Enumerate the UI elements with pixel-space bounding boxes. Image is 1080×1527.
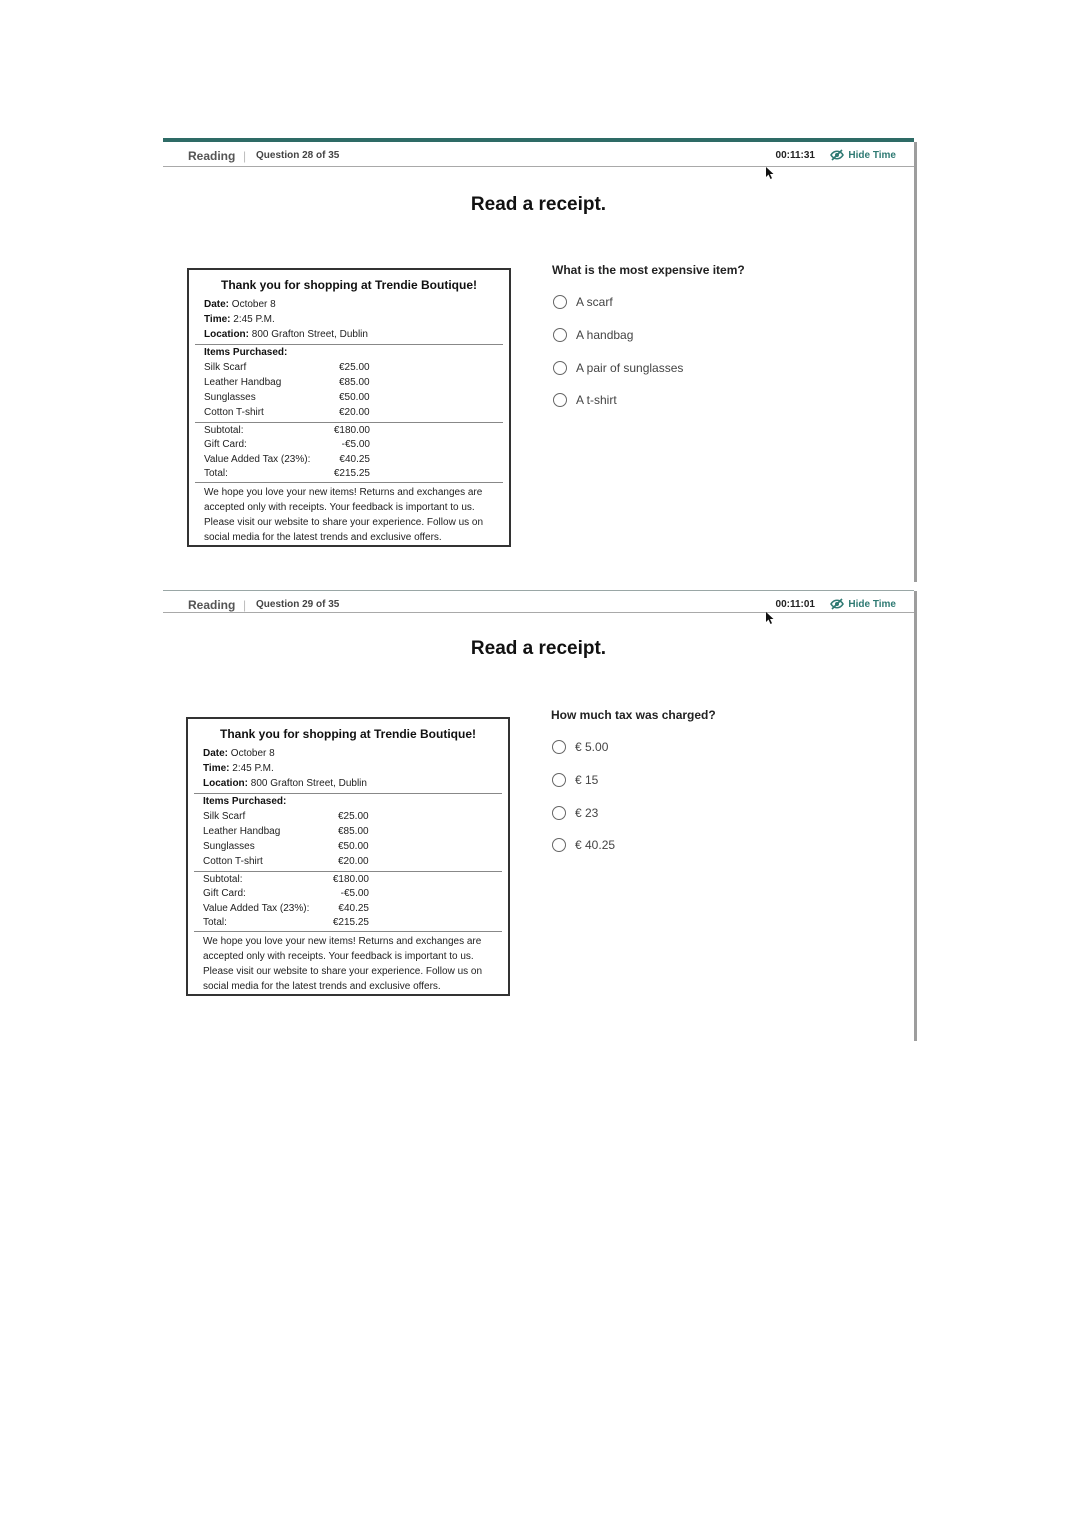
page-title: Read a receipt. [470,638,607,659]
hide-time-button[interactable]: Hide Time [848,150,896,161]
gift-card-value: -€5.00 [341,439,370,450]
gift-card-value: -€5.00 [340,888,369,899]
radio-button[interactable] [552,740,566,754]
subtotal-label: Subtotal: [203,874,243,885]
vat-value: €40.25 [338,903,369,914]
receipt-heading: Thank you for shopping at Trendie Boutique! [220,727,476,741]
total-label: Total: [203,917,227,928]
receipt-location: Location: 800 Grafton Street, Dublin [204,329,368,340]
radio-button[interactable] [553,295,567,309]
item-name: Cotton T-shirt [204,407,264,418]
question-counter: Question 29 of 35 [256,599,340,610]
item-name: Cotton T-shirt [203,856,263,867]
item-name: Sunglasses [204,392,256,403]
items-heading: Items Purchased: [203,796,287,807]
radio-button[interactable] [553,361,567,375]
receipt-footer: We hope you love your new items! Returns and exchanges are accepted only with receipts. Your feedback is important to us. Please visit our website to share your experience. Follow us on social media for the latest trends and exclusive offers. [203,936,483,992]
section-label: Reading [188,598,236,612]
answer-option[interactable]: A pair of sunglasses [553,359,683,377]
hide-time-button[interactable]: Hide Time [848,599,896,610]
divider [195,422,503,423]
item-price: €85.00 [338,826,369,837]
answer-option[interactable]: A scarf [553,293,613,311]
question-screen-28 [163,138,914,582]
receipt-date: Date: October 8 [204,299,276,310]
mouse-cursor-icon [766,167,774,179]
answer-option[interactable]: € 40.25 [552,836,615,854]
answer-option[interactable]: € 5.00 [552,738,608,756]
receipt-date: Date: October 8 [203,748,275,759]
item-name: Leather Handbag [204,377,282,388]
window-edge [914,591,917,1041]
receipt [187,268,511,547]
items-heading: Items Purchased: [204,347,288,358]
divider [194,793,502,794]
timer: 00:11:31 [775,150,815,161]
timer: 00:11:01 [775,599,815,610]
item-name: Sunglasses [203,841,255,852]
vat-value: €40.25 [339,454,370,465]
hide-eye-icon[interactable] [830,149,844,161]
divider [194,931,502,932]
hide-eye-icon[interactable] [830,598,844,610]
item-price: €20.00 [338,856,369,867]
radio-button[interactable] [552,773,566,787]
item-name: Silk Scarf [203,811,246,822]
vat-label: Value Added Tax (23%): [204,454,311,465]
divider [194,871,502,872]
total-value: €215.25 [332,917,369,928]
receipt-time: Time: 2:45 P.M. [203,763,274,774]
question-screen-29 [163,590,914,1041]
answer-option[interactable]: € 23 [552,804,598,822]
question-prompt: What is the most expensive item? [552,263,745,277]
top-bar [163,142,914,167]
item-name: Silk Scarf [204,362,247,373]
top-bar [163,591,914,613]
item-price: €50.00 [338,841,369,852]
answer-option[interactable]: A t-shirt [553,391,617,409]
header-separator: | [243,149,247,163]
page-title: Read a receipt. [470,194,607,215]
divider [195,482,503,483]
total-label: Total: [204,468,228,479]
section-label: Reading [188,149,236,163]
radio-button[interactable] [553,328,567,342]
item-price: €20.00 [339,407,370,418]
radio-button[interactable] [553,393,567,407]
radio-button[interactable] [552,838,566,852]
receipt-time: Time: 2:45 P.M. [204,314,275,325]
total-value: €215.25 [333,468,370,479]
subtotal-label: Subtotal: [204,425,244,436]
item-price: €85.00 [339,377,370,388]
radio-button[interactable] [552,806,566,820]
item-price: €50.00 [339,392,370,403]
gift-card-label: Gift Card: [204,439,247,450]
vat-label: Value Added Tax (23%): [203,903,310,914]
item-name: Leather Handbag [203,826,281,837]
receipt-footer: We hope you love your new items! Returns and exchanges are accepted only with receipts. Your feedback is important to us. Please visit our website to share your experience. Follow us on social media for the latest trends and exclusive offers. [204,487,484,543]
question-counter: Question 28 of 35 [256,150,340,161]
item-price: €25.00 [338,811,369,822]
question-prompt: How much tax was charged? [551,708,716,722]
receipt [186,717,510,996]
mouse-cursor-icon [766,612,774,624]
divider [195,344,503,345]
answer-option[interactable]: A handbag [553,326,633,344]
answer-option[interactable]: € 15 [552,771,598,789]
subtotal-value: €180.00 [332,874,369,885]
receipt-heading: Thank you for shopping at Trendie Boutique! [221,278,477,292]
subtotal-value: €180.00 [333,425,370,436]
window-edge [914,142,917,582]
item-price: €25.00 [339,362,370,373]
gift-card-label: Gift Card: [203,888,246,899]
header-separator: | [243,598,247,612]
receipt-location: Location: 800 Grafton Street, Dublin [203,778,367,789]
